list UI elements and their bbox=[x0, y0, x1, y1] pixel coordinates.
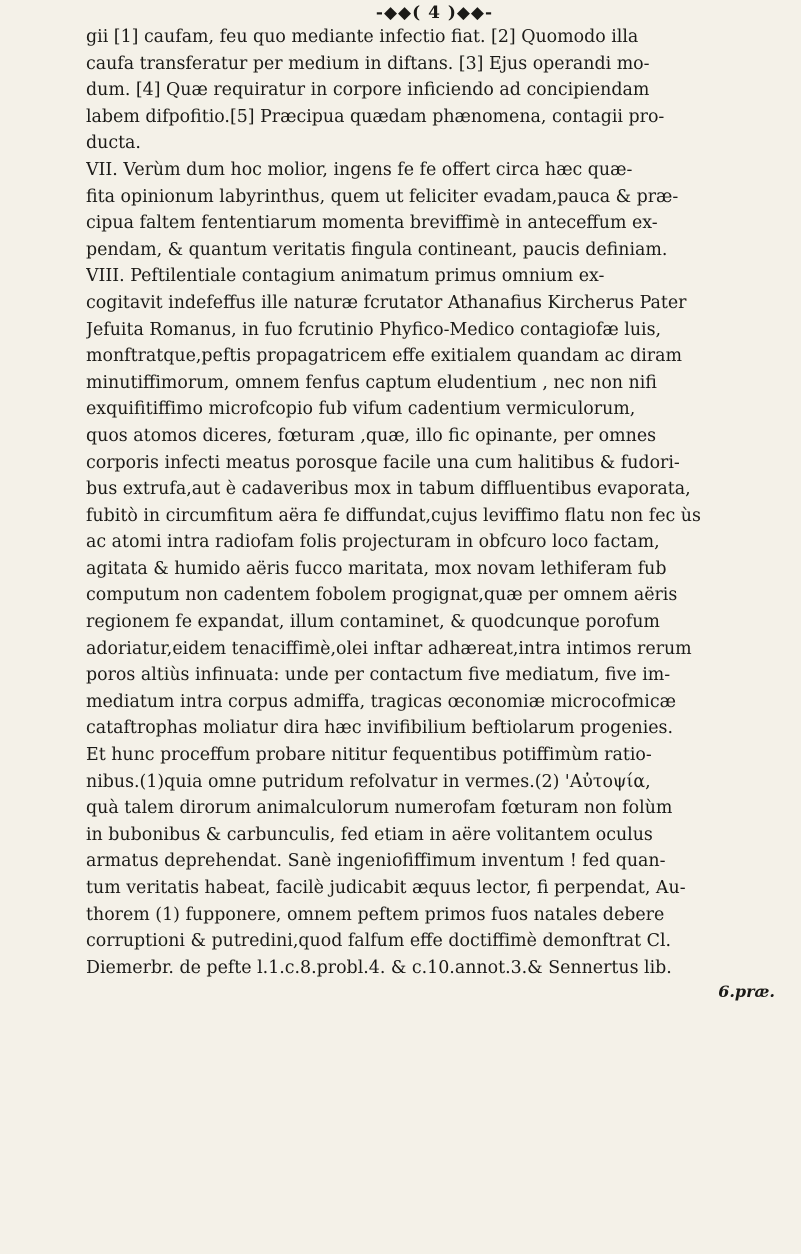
text-line: monftratque,peftis propagatricem effe exitialem quandam ac diram bbox=[86, 346, 682, 367]
text-line: ac atomi intra radiofam folis projecturam in obfcuro loco factam, bbox=[86, 532, 660, 553]
text-line: Et hunc proceffum probare nititur fequentibus potiffimùm ratio- bbox=[86, 745, 652, 766]
text-line: regionem fe expandat, illum contaminet, & quodcunque porofum bbox=[86, 612, 660, 633]
catchword: 6.præ. bbox=[718, 982, 775, 1002]
text-line: minutiffimorum, omnem fenfus captum eludentium , nec non nifi bbox=[86, 372, 657, 393]
text-line: fita opinionum labyrinthus, quem ut feliciter evadam,pauca & præ- bbox=[86, 186, 679, 207]
text-line: VIII. Peftilentiale contagium animatum primus omnium ex- bbox=[86, 266, 605, 287]
text-line: nibus.(1)quia omne putridum refolvatur in vermes.(2) 'Αὐτοψία, bbox=[86, 771, 651, 792]
text-line: Jefuita Romanus, in fuo fcrutinio Phyfico-Medico contagiofæ luis, bbox=[86, 319, 662, 340]
text-line: dum. [4] Quæ requiratur in corpore inficiendo ad concipiendam bbox=[86, 80, 650, 101]
text-line: labem difpofitio.[5] Præcipua quædam phænomena, contagii pro- bbox=[86, 106, 665, 127]
text-line: fubitò in circumfitum aëra fe diffundat,cujus leviffimo flatu non fec ùs bbox=[86, 505, 701, 526]
text-line: bus extrufa,aut è cadaveribus mox in tabum diffluentibus evaporata, bbox=[86, 479, 691, 500]
text-line: exquifitiffimo microfcopio fub vifum cadentium vermiculorum, bbox=[86, 399, 636, 420]
text-line: armatus deprehendat. Sanè ingeniofiffimum inventum ! fed quan- bbox=[86, 851, 666, 872]
text-line: in bubonibus & carbunculis, fed etiam in aëre volitantem oculus bbox=[86, 824, 653, 845]
text-line: cogitavit indefeffus ille naturæ fcrutator Athanafius Kircherus Pater bbox=[86, 292, 687, 313]
text-line: corporis infecti meatus porosque facile una cum halitibus & fudori- bbox=[86, 452, 680, 473]
text-line: cataftrophas moliatur dira hæc invifibilium beftiolarum progenies. bbox=[86, 718, 674, 739]
body-text bbox=[86, 24, 783, 981]
text-line: agitata & humido aëris fucco maritata, mox novam lethiferam fub bbox=[86, 558, 667, 579]
text-line: quà talem dirorum animalculorum numerofam fœturam non folùm bbox=[86, 798, 673, 819]
text-line: adoriatur,eidem tenaciffimè,olei inftar adhæreat,intra intimos rerum bbox=[86, 638, 692, 659]
page-number-header: -◆◆( 4 )◆◆- bbox=[375, 3, 494, 23]
text-line: thorem (1) fupponere, omnem peftem primos fuos natales debere bbox=[86, 904, 665, 925]
text-line: computum non cadentem fobolem progignat,quæ per omnem aëris bbox=[86, 585, 678, 606]
text-line: caufa transferatur per medium in diftans. [3] Ejus operandi mo- bbox=[86, 53, 650, 74]
text-line: poros altiùs infinuata: unde per contactum five mediatum, five im- bbox=[86, 665, 671, 686]
text-line: quos atomos diceres, fœturam ,quæ, illo fic opinante, per omnes bbox=[86, 425, 657, 446]
text-line: pendam, & quantum veritatis fingula contineant, paucis definiam. bbox=[86, 239, 668, 260]
text-line: ducta. bbox=[86, 133, 141, 154]
text-line: mediatum intra corpus admiffa, tragicas œconomiæ microcofmicæ bbox=[86, 691, 676, 712]
text-line: cipua faltem fententiarum momenta breviffimè in anteceffum ex- bbox=[86, 213, 658, 234]
text-line: gii [1] caufam, feu quo mediante infectio fiat. [2] Quomodo illa bbox=[86, 27, 639, 47]
text-line: corruptioni & putredini,quod falfum effe doctiffimè demonftrat Cl. bbox=[86, 931, 672, 952]
text-line: Diemerbr. de pefte l.1.c.8.probl.4. & c.10.annot.3.& Sennertus lib. bbox=[86, 957, 672, 978]
text-line: VII. Verùm dum hoc molior, ingens fe fe offert circa hæc quæ- bbox=[86, 159, 633, 180]
text-line: tum veritatis habeat, facilè judicabit æquus lector, fi perpendat, Au- bbox=[86, 878, 686, 898]
